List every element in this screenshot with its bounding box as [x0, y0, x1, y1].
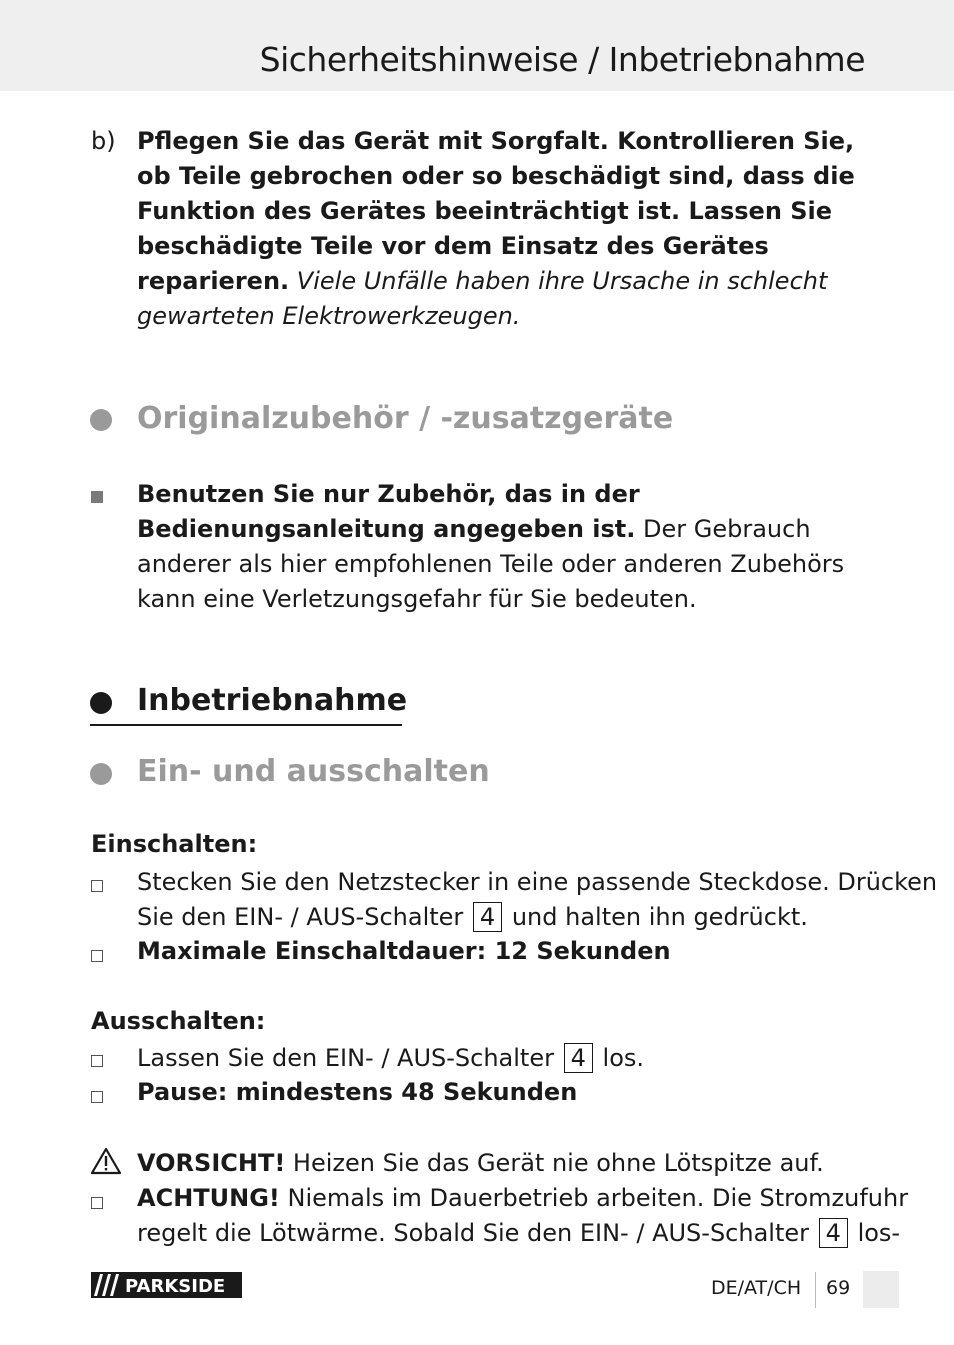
caution-label: VORSICHT!	[137, 1149, 286, 1177]
switch-on-step-1-line-2	[137, 900, 808, 935]
part-reference: 4	[819, 1218, 848, 1248]
item-b-bold: Pflegen Sie das Gerät mit Sorgfalt. Kontrollieren Sie, ob Teile gebrochen oder so beschädigt sind, dass die Funktion des Gerätes beeinträchtigt ist. Lassen Sie beschädigte Teile vor dem Einsatz des Gerätes reparieren.	[137, 127, 855, 295]
item-b-italic: Viele Unfälle haben ihre Ursache in schlecht gewarteten Elektrowerkzeugen.	[137, 267, 828, 330]
subheading-switch-off: Ausschalten:	[91, 1007, 266, 1035]
hollow-bullet-icon	[91, 1055, 103, 1067]
heading-underline	[90, 724, 402, 726]
switch-on-text: und halten ihn gedrückt.	[511, 903, 808, 931]
switch-off-text: los.	[602, 1044, 645, 1072]
switch-off-text: Lassen Sie den EIN- / AUS-Schalter	[137, 1044, 554, 1072]
footer-divider	[815, 1272, 816, 1308]
section-bullet-icon	[90, 763, 112, 785]
part-reference: 4	[564, 1043, 593, 1073]
switch-off-step-2	[137, 1075, 577, 1110]
max-duration-text: Maximale Einschaltdauer: 12 Sekunden	[137, 937, 671, 965]
hollow-bullet-icon	[91, 1091, 103, 1103]
page-number: 69	[826, 1277, 851, 1299]
attention-line-2	[137, 1216, 900, 1251]
part-reference: 4	[473, 902, 502, 932]
item-b-paragraph	[137, 124, 872, 334]
accessories-text: Der Gebrauch anderer als hier empfohlenen Teile oder anderen Zubehörs kann eine Verletzungsgefahr für Sie bedeuten.	[137, 515, 845, 613]
item-label: b)	[91, 127, 116, 155]
section-bullet-icon	[90, 409, 112, 431]
attention-line-1	[137, 1181, 908, 1216]
section-heading-onoff: Ein- und ausschalten	[137, 754, 490, 789]
section-heading-startup: Inbetriebnahme	[137, 683, 408, 718]
hollow-bullet-icon	[91, 1197, 103, 1209]
hollow-bullet-icon	[91, 950, 103, 962]
square-bullet-icon	[91, 491, 103, 503]
switch-on-step-2	[137, 934, 671, 969]
hollow-bullet-icon	[91, 880, 103, 892]
attention-label: ACHTUNG!	[137, 1184, 280, 1212]
warning-triangle-icon	[90, 1147, 122, 1175]
pause-text: Pause: mindestens 48 Sekunden	[137, 1078, 578, 1106]
caution-line	[137, 1146, 824, 1181]
section-heading-accessories: Originalzubehör / -zusatzgeräte	[137, 401, 674, 436]
parkside-logo	[91, 1272, 242, 1298]
brand-text: PARKSIDE	[125, 1276, 226, 1297]
accessories-bold: Benutzen Sie nur Zubehör, das in der Bedienungsanleitung angegeben ist.	[137, 480, 640, 543]
switch-off-step-1	[137, 1041, 644, 1076]
attention-text: los-	[857, 1219, 901, 1247]
switch-on-step-1-line-1: Stecken Sie den Netzstecker in eine passende Steckdose. Drücken	[137, 868, 938, 896]
caution-text: Heizen Sie das Gerät nie ohne Lötspitze auf.	[292, 1149, 824, 1177]
accessories-paragraph	[137, 477, 872, 617]
footer-tab-marker	[863, 1271, 899, 1308]
attention-text: regelt die Lötwärme. Sobald Sie den EIN- / AUS-Schalter	[137, 1219, 809, 1247]
attention-text: Niemals im Dauerbetrieb arbeiten. Die Stromzufuhr	[287, 1184, 909, 1212]
footer-locale: DE/AT/CH	[711, 1277, 802, 1299]
section-bullet-icon	[90, 692, 112, 714]
switch-on-text: Sie den EIN- / AUS-Schalter	[137, 903, 464, 931]
page-title: Sicherheitshinweise / Inbetriebnahme	[259, 40, 865, 79]
subheading-switch-on: Einschalten:	[91, 830, 258, 858]
